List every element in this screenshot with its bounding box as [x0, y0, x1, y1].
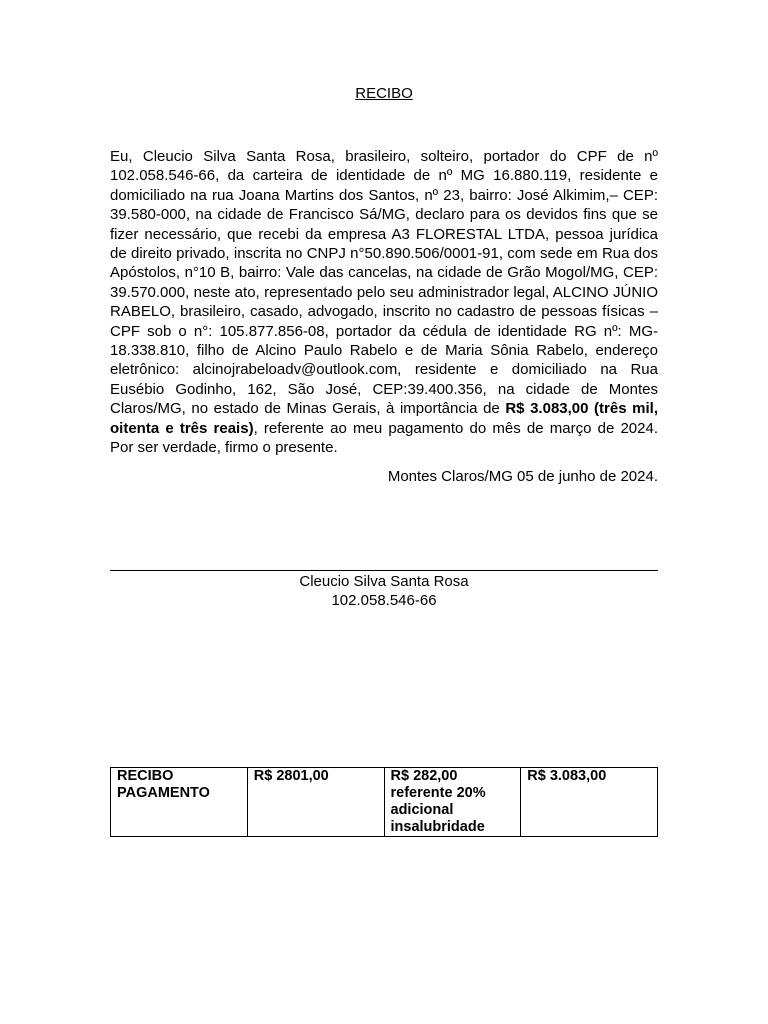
- document-title: RECIBO: [355, 85, 413, 102]
- table-cell-additional: R$ 282,00 referente 20% adicional insalubridade: [384, 768, 521, 837]
- signature-line: [110, 570, 658, 571]
- table-row: [111, 768, 658, 837]
- receipt-declaration-text: [110, 147, 658, 458]
- signature-cpf: 102.058.546-66: [331, 592, 437, 609]
- receipt-table: [110, 767, 658, 837]
- table-cell-label: RECIBO PAGAMENTO: [111, 768, 248, 837]
- declaration-part-1: Eu, Cleucio Silva Santa Rosa, brasileiro, solteiro, portador do CPF de nº 102.058.546-66, da carteira de identidade de nº MG 16.880.119, residente e domiciliado na rua Joana Martins dos Santos, nº 23, bairro: José Alkimim,– CEP: 39.580-000, na cidade de Francisco Sá/MG, declaro para os devidos fins que se fizer necessário, que recebi da empresa A3 FLORESTAL LTDA, pessoa jurídica de direito privado, inscrita no CNPJ n°50.890.506/0001-91, com sede em Rua dos Apóstolos, n°10 B, bairro: Vale das cancelas, na cidade de Grão Mogol/MG, CEP: 39.570.000, neste ato, representado pelo seu administrador legal, ALCINO JÚNIO RABELO, brasileiro, casado, advogado, inscrito no cadastro de pessoas físicas – CPF sob o n°: 105.877.856-08, portador da cédula de identidade RG nº: MG-18.338.810, filho de Alcino Paulo Rabelo e de Maria Sônia Rabelo, endereço eletrônico: alcinojrabeloadv@outlook.com, residente e domiciliado na Rua Eusébio Godinho, 162, São José, CEP:39.400.356, na cidade de Montes Claros/MG, no estado de Minas Gerais, à importância de: [110, 148, 658, 418]
- declaration-amount: R$ 3.083,00 (três mil, oitenta e três reais): [110, 400, 658, 437]
- date-line: Montes Claros/MG 05 de junho de 2024.: [387, 468, 658, 485]
- declaration-part-2: , referente ao meu pagamento do mês de março de 2024. Por ser verdade, firmo o presente.: [110, 419, 659, 457]
- table-cell-base-amount: R$ 2801,00: [247, 768, 384, 837]
- table-cell-total: R$ 3.083,00: [521, 768, 658, 837]
- signature-name: Cleucio Silva Santa Rosa: [299, 573, 469, 590]
